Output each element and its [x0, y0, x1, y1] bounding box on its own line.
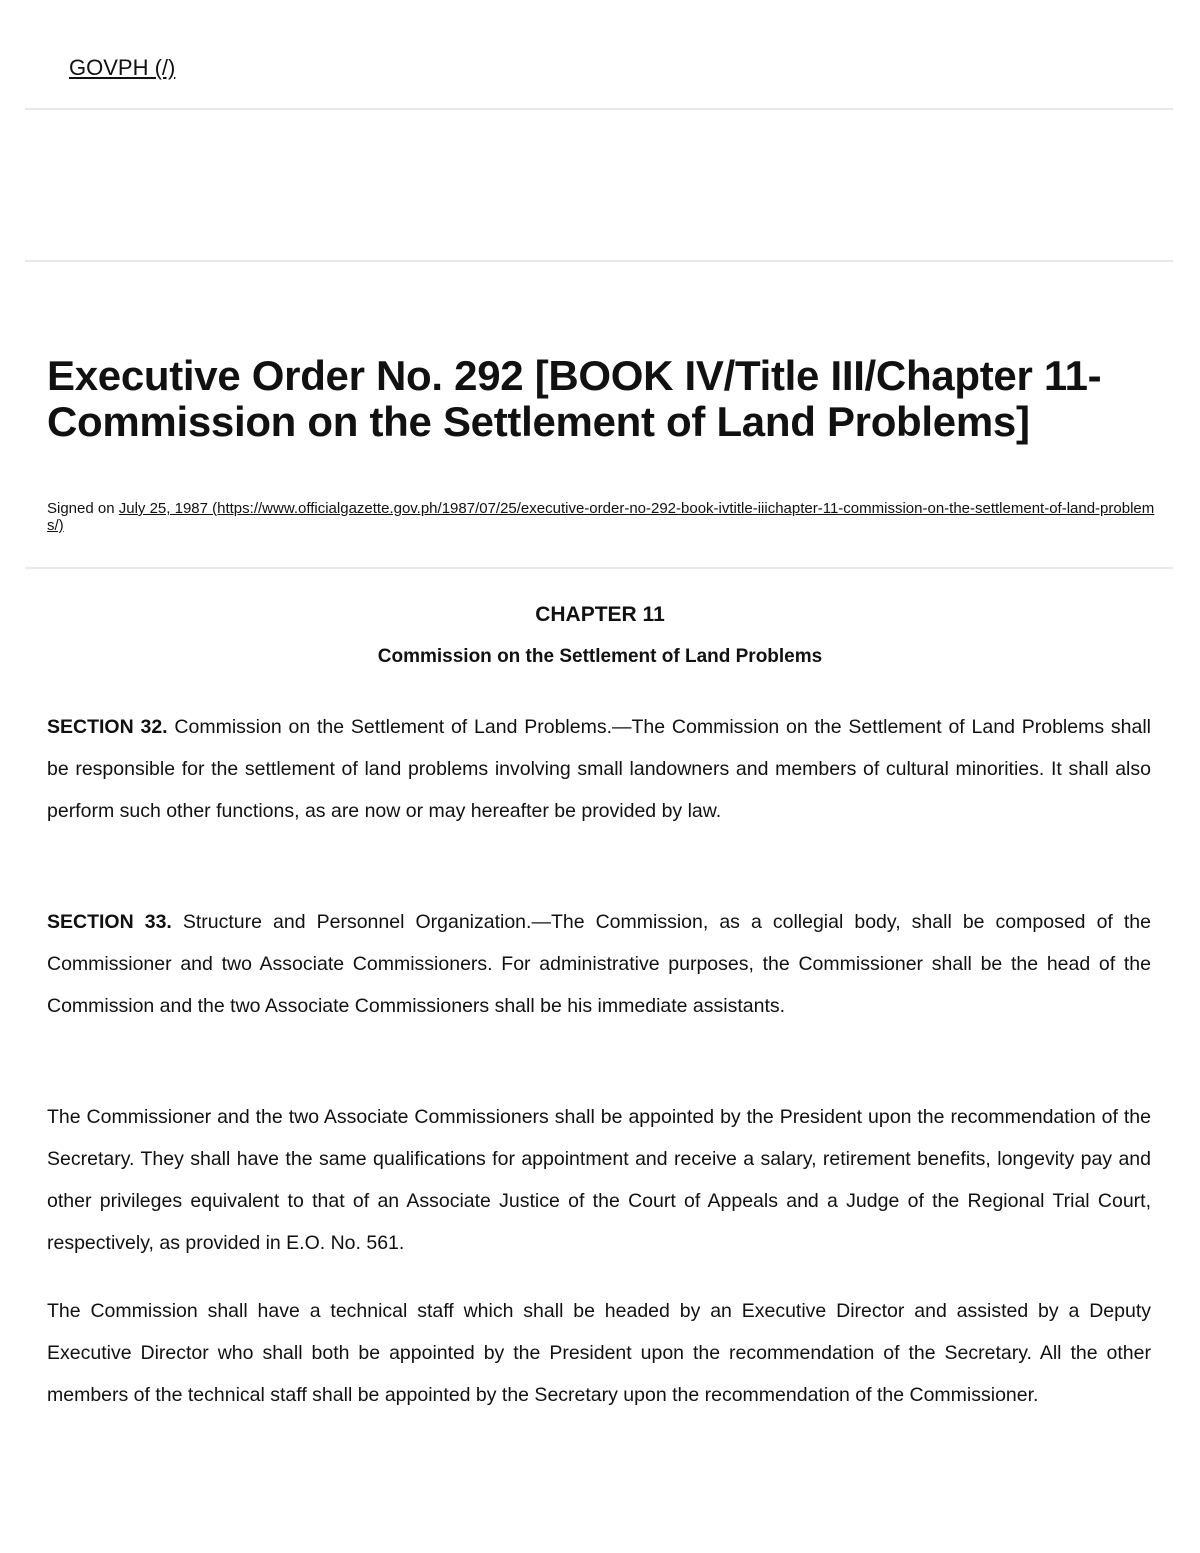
- section-33-paragraph: [47, 901, 1151, 1027]
- signed-date-line: [47, 500, 1157, 534]
- header-divider: [25, 108, 1173, 110]
- section-32-label: SECTION 32.: [47, 716, 168, 738]
- section-32-text: Commission on the Settlement of Land Problems.—The Commission on the Settlement of Land Problems shall be responsible for the settlement of land problems involving small landowners and members of cultural minorities. It shall also perform such other functions, as are now or may hereafter be provided by law.: [47, 716, 1152, 822]
- appointment-paragraph: The Commissioner and the two Associate Commissioners shall be appointed by the President upon the recommendation of the Secretary. They shall have the same qualifications for appointment and receive a salary, retirement benefits, longevity pay and other privileges equivalent to that of an Associate Justice of the Court of Appeals and a Judge of the Regional Trial Court, respectively, as provided in E.O. No. 561.: [47, 1106, 1151, 1254]
- banner-divider: [25, 260, 1173, 262]
- page-title: Executive Order No. 292 [BOOK IV/Title III/Chapter 11-Commission on the Settlement of Land Problems]: [47, 352, 1102, 445]
- govph-home-link[interactable]: GOVPH (/): [69, 55, 176, 80]
- chapter-subtitle: Commission on the Settlement of Land Problems: [377, 646, 823, 667]
- signed-date-link[interactable]: July 25, 1987 (https://www.officialgazette.gov.ph/1987/07/25/executive-order-no-292-book-ivtitle-iiichapter-11-commission-on-the-settlement-of-land-problems/): [47, 500, 1155, 534]
- section-33-text: Structure and Personnel Organization.—The Commission, as a collegial body, shall be composed of the Commissioner and two Associate Commissioners. For administrative purposes, the Commissioner shall be the head of the Commission and the two Associate Commissioners shall be his immediate assistants.: [47, 911, 1151, 1017]
- section-32-paragraph: [47, 706, 1151, 832]
- content-divider: [25, 567, 1173, 569]
- signed-prefix: Signed on: [47, 500, 119, 517]
- technical-staff-paragraph: The Commission shall have a technical staff which shall be headed by an Executive Director and assisted by a Deputy Executive Director who shall both be appointed by the President upon the recommendation of the Secretary. All the other members of the technical staff shall be appointed by the Secretary upon the recommendation of the Commissioner.: [47, 1300, 1151, 1406]
- section-33-label: SECTION 33.: [47, 911, 172, 933]
- top-nav: [69, 54, 175, 82]
- chapter-heading: CHAPTER 11: [535, 603, 665, 626]
